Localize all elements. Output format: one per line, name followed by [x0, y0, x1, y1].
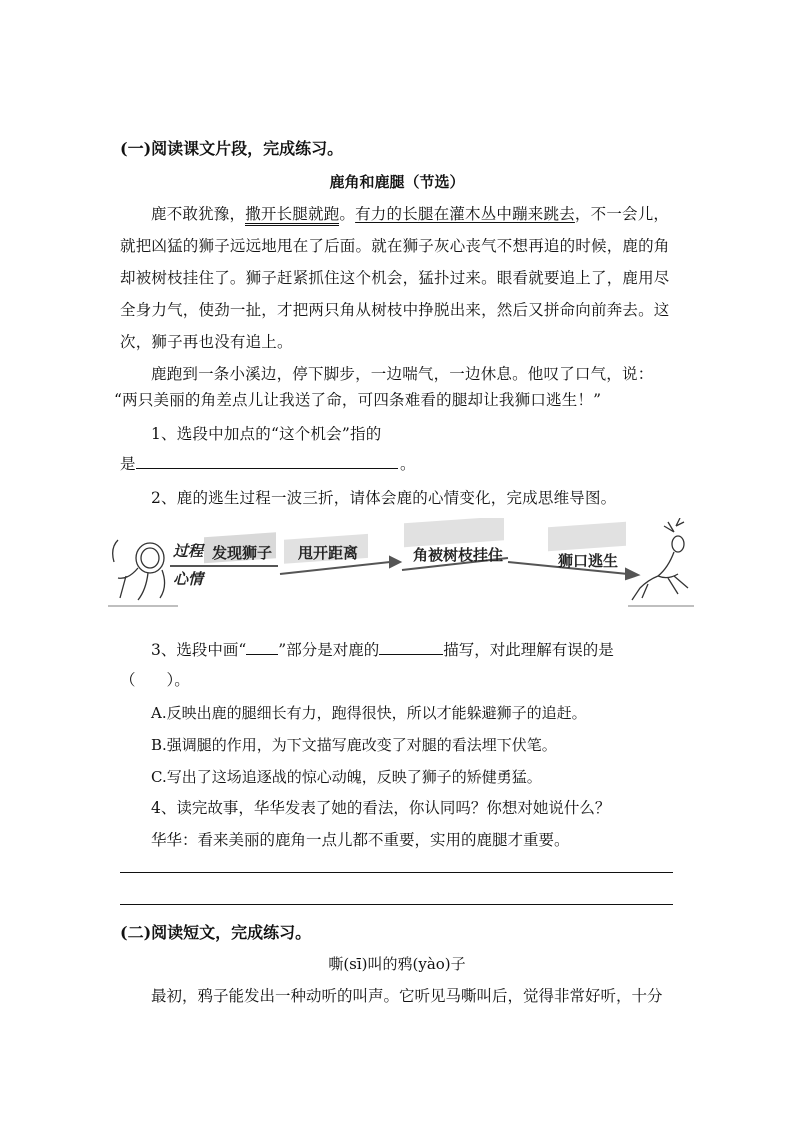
step-4: 狮口逃生 — [557, 551, 618, 570]
answer-line-q3[interactable] — [379, 654, 443, 655]
passage-title: 鹿角和鹿腿（节选） — [329, 173, 465, 191]
step-3: 角被树枝挂住 — [412, 545, 503, 564]
option-a: A.反映出鹿的腿细长有力，跑得很快，所以才能躲避狮子的追赶。 — [151, 704, 587, 722]
label-process: 过程 — [172, 541, 203, 560]
answer-line-q1[interactable] — [136, 468, 398, 469]
option-b: B.强调腿的作用，为下文描写鹿改变了对腿的看法埋下伏笔。 — [151, 736, 557, 754]
double-underlined-phrase: 撒开长腿就跑 — [245, 205, 339, 226]
answer-line-q4-2[interactable] — [120, 904, 673, 905]
step-1: 发现狮子 — [211, 543, 272, 562]
question-3-paren: （ ）。 — [120, 671, 190, 689]
question-4: 4、读完故事，华华发表了她的看法，你认同吗？你想对她说什么？ — [151, 799, 611, 817]
option-c: C.写出了这场追逐战的惊心动魄，反映了狮子的矫健勇猛。 — [151, 768, 542, 786]
question-4-quote: 华华：看来美丽的鹿角一点儿都不重要，实用的鹿腿才重要。 — [151, 831, 570, 849]
question-1-end: 。 — [400, 455, 416, 473]
section1-title: (一)阅读课文片段，完成练习。 — [120, 139, 344, 158]
paragraph-1: 鹿不敢犹豫，撒开长腿就跑。有力的长腿在灌木丛中蹦来跳去，不一会儿，就把凶猛的狮子远远地甩在了后面。就在狮子灰心丧气不想再追的时候，鹿的角却被树枝挂住了。狮子赶紧抓住这个机会，猛扑过来。眼看就要追上了，鹿用尽全身力气，使劲一扯，才把两只角从树枝中挣脱出来，然后又拼命向前奔去。这次，狮子再也没有追上。 — [120, 205, 670, 351]
step-2: 甩开距离 — [297, 543, 358, 562]
question-1-b: 是 — [120, 455, 136, 473]
lion-illustration — [108, 540, 178, 606]
label-mood: 心情 — [172, 569, 203, 588]
section2-title: (二)阅读短文，完成练习。 — [120, 923, 312, 942]
mind-map — [108, 518, 694, 618]
underlined-sentence: 有力的长腿在灌木丛中蹦来跳去 — [355, 205, 575, 223]
question-1: 1、选段中加点的“这个机会”指的 — [151, 425, 382, 443]
section2-passage-title: 嘶(sī)叫的鸦(yào)子 — [328, 955, 466, 973]
deer-illustration — [628, 518, 694, 606]
paragraph-2: 鹿跑到一条小溪边，停下脚步，一边喘气，一边休息。他叹了口气，说： — [151, 365, 654, 383]
question-3: 3、选段中画“ ”部分是对鹿的 描写，对此理解有误的是 — [151, 641, 614, 659]
paragraph-2-quote: “两只美丽的角差点儿让我送了命，可四条难看的腿却让我狮口逃生！” — [114, 391, 602, 409]
section2-paragraph-1: 最初，鸦子能发出一种动听的叫声。它听见马嘶叫后，觉得非常好听，十分 — [151, 987, 663, 1005]
question-2: 2、鹿的逃生过程一波三折，请体会鹿的心情变化，完成思维导图。 — [151, 489, 617, 507]
answer-line-q4-1[interactable] — [120, 872, 673, 873]
